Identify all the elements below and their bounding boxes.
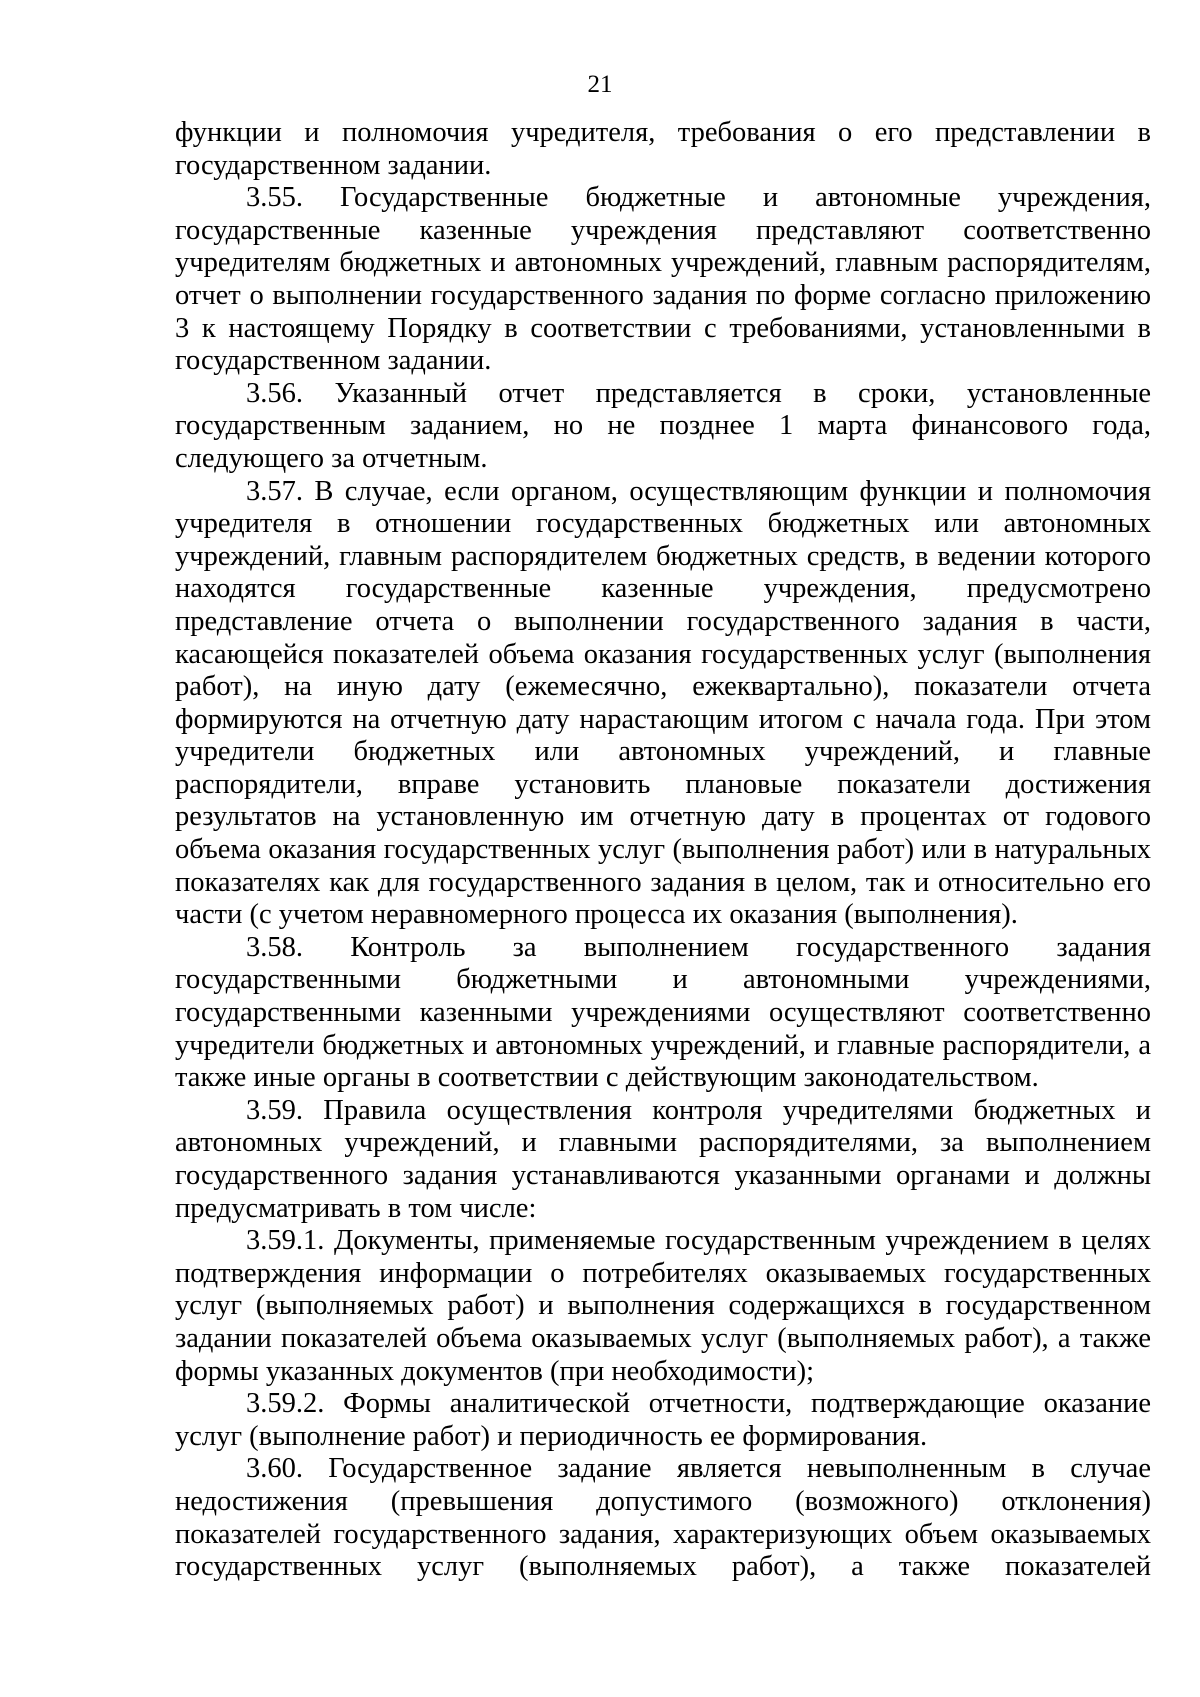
paragraph-3-59-1: 3.59.1. Документы, применяемые государственным учреждением в целях подтверждения информации о потребителях оказываемых государственных услуг (выполняемых работ) и выполнения содержащихся в государственном задании показателей объема оказываемых услуг (выполняемых работ), а также формы указанных документов (при необходимости); — [175, 1225, 1151, 1387]
paragraph-3-58: 3.58. Контроль за выполнением государственного задания государственными бюджетными и автономными учреждениями, государственными казенными учреждениями осуществляют соответственно учредители бюджетных и автономных учреждений, и главные распорядители, а также иные органы в соответствии с действующим законодательством. — [175, 931, 1151, 1094]
paragraph-3-59: 3.59. Правила осуществления контроля учредителями бюджетных и автономных учреждений, и главными распорядителями, за выполнением государственного задания устанавливаются указанными органами и должны предусматривать в том числе: — [175, 1094, 1151, 1224]
paragraph-3-57: 3.57. В случае, если органом, осуществляющим функции и полномочия учредителя в отношении государственных бюджетных или автономных учреждений, главным распорядителем бюджетных средств, в ведении которого находятся государственные казенные учреждения, предусмотрено представление отчета о выполнении государственного задания в части, касающейся показателей объема оказания государственных услуг (выполнения работ), на иную дату (ежемесячно, ежеквартально), показатели отчета формируются на отчетную дату нарастающим итогом с начала года. При этом учредители бюджетных или автономных учреждений, и главные распорядители, вправе установить плановые показатели достижения результатов на установленную им отчетную дату в процентах от годового объема оказания государственных услуг (выполнения работ) или в натуральных показателях как для государственного задания в целом, так и относительно его части (с учетом неравномерного процесса их оказания (выполнения). — [175, 475, 1151, 931]
paragraph-3-55: 3.55. Государственные бюджетные и автономные учреждения, государственные казенные учреждения представляют соответственно учредителям бюджетных и автономных учреждений, главным распорядителям, отчет о выполнении государственного задания по форме согласно приложению 3 к настоящему Порядку в соответствии с требованиями, установленными в государственном задании. — [175, 182, 1151, 377]
paragraph-3-60: 3.60. Государственное задание является невыполненным в случае недостижения (превышения допустимого (возможного) отклонения) показателей государственного задания, характеризующих объем оказываемых государственных услуг (выполняемых работ), а также показателей — [175, 1453, 1151, 1583]
paragraph-3-56: 3.56. Указанный отчет представляется в сроки, установленные государственным заданием, но не позднее 1 марта финансового года, следующего за отчетным. — [175, 377, 1151, 474]
document-body — [175, 117, 1151, 1584]
paragraph-3-59-2: 3.59.2. Формы аналитической отчетности, подтверждающие оказание услуг (выполнение работ) и периодичность ее формирования. — [175, 1388, 1151, 1452]
paragraph-continuation: функции и полномочия учредителя, требования о его представлении в государственном задании. — [175, 117, 1151, 181]
page-number: 21 — [587, 71, 613, 98]
